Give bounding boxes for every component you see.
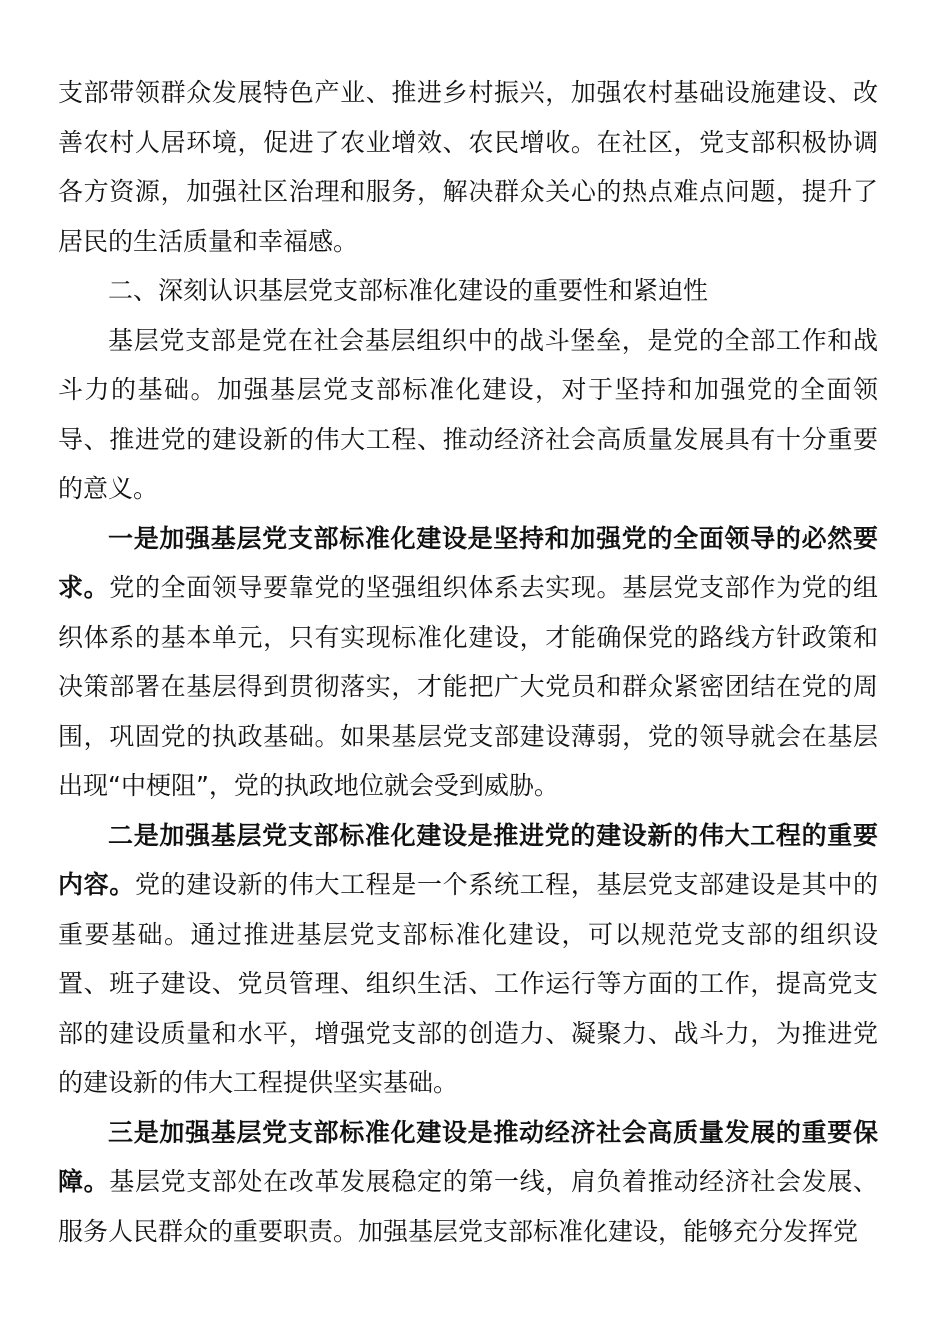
paragraph-lead: 一是加强基层党支部标准化建设是坚持和加强党的全面领导的必然要求。 [58,523,878,602]
paragraph-text: 基层党支部是党在社会基层组织中的战斗堡垒，是党的全部工作和战斗力的基础。加强基层党支部标准化建设，对于坚持和加强党的全面领导、推进党的建设新的伟大工程、推动经济社会高质量发展具有十分重要的意义。 [58,325,878,503]
paragraph-text: 支部带领群众发展特色产业、推进乡村振兴，加强农村基础设施建设、改善农村人居环境，促进了农业增效、农民增收。在社区，党支部积极协调各方资源，加强社区治理和服务，解决群众关心的热点难点问题，提升了居民的生活质量和幸福感。 [58,78,878,256]
paragraph [58,811,878,1108]
paragraph-continued [58,68,878,266]
paragraph [58,514,878,811]
paragraph [58,316,878,514]
document-page [58,68,878,1256]
paragraph [58,1108,878,1257]
paragraph-lead: 三是加强基层党支部标准化建设是推动经济社会高质量发展的重要保障。 [58,1117,878,1196]
paragraph-text: 党的建设新的伟大工程是一个系统工程，基层党支部建设是其中的重要基础。通过推进基层党支部标准化建设，可以规范党支部的组织设置、班子建设、党员管理、组织生活、工作运行等方面的工作，提高党支部的建设质量和水平，增强党支部的创造力、凝聚力、战斗力，为推进党的建设新的伟大工程提供坚实基础。 [58,870,878,1097]
paragraph-text: 党的全面领导要靠党的坚强组织体系去实现。基层党支部作为党的组织体系的基本单元，只有实现标准化建设，才能确保党的路线方针政策和决策部署在基层得到贯彻落实，才能把广大党员和群众紧密团结在党的周围，巩固党的执政基础。如果基层党支部建设薄弱，党的领导就会在基层出现“中梗阻”，党的执政地位就会受到威胁。 [58,573,878,800]
section-heading [58,266,878,316]
section-heading-text: 二、深刻认识基层党支部标准化建设的重要性和紧迫性 [108,276,709,305]
paragraph-text: 基层党支部处在改革发展稳定的第一线，肩负着推动经济社会发展、服务人民群众的重要职责。加强基层党支部标准化建设，能够充分发挥党 [58,1167,878,1246]
paragraph-lead: 二是加强基层党支部标准化建设是推进党的建设新的伟大工程的重要内容。 [58,820,878,899]
